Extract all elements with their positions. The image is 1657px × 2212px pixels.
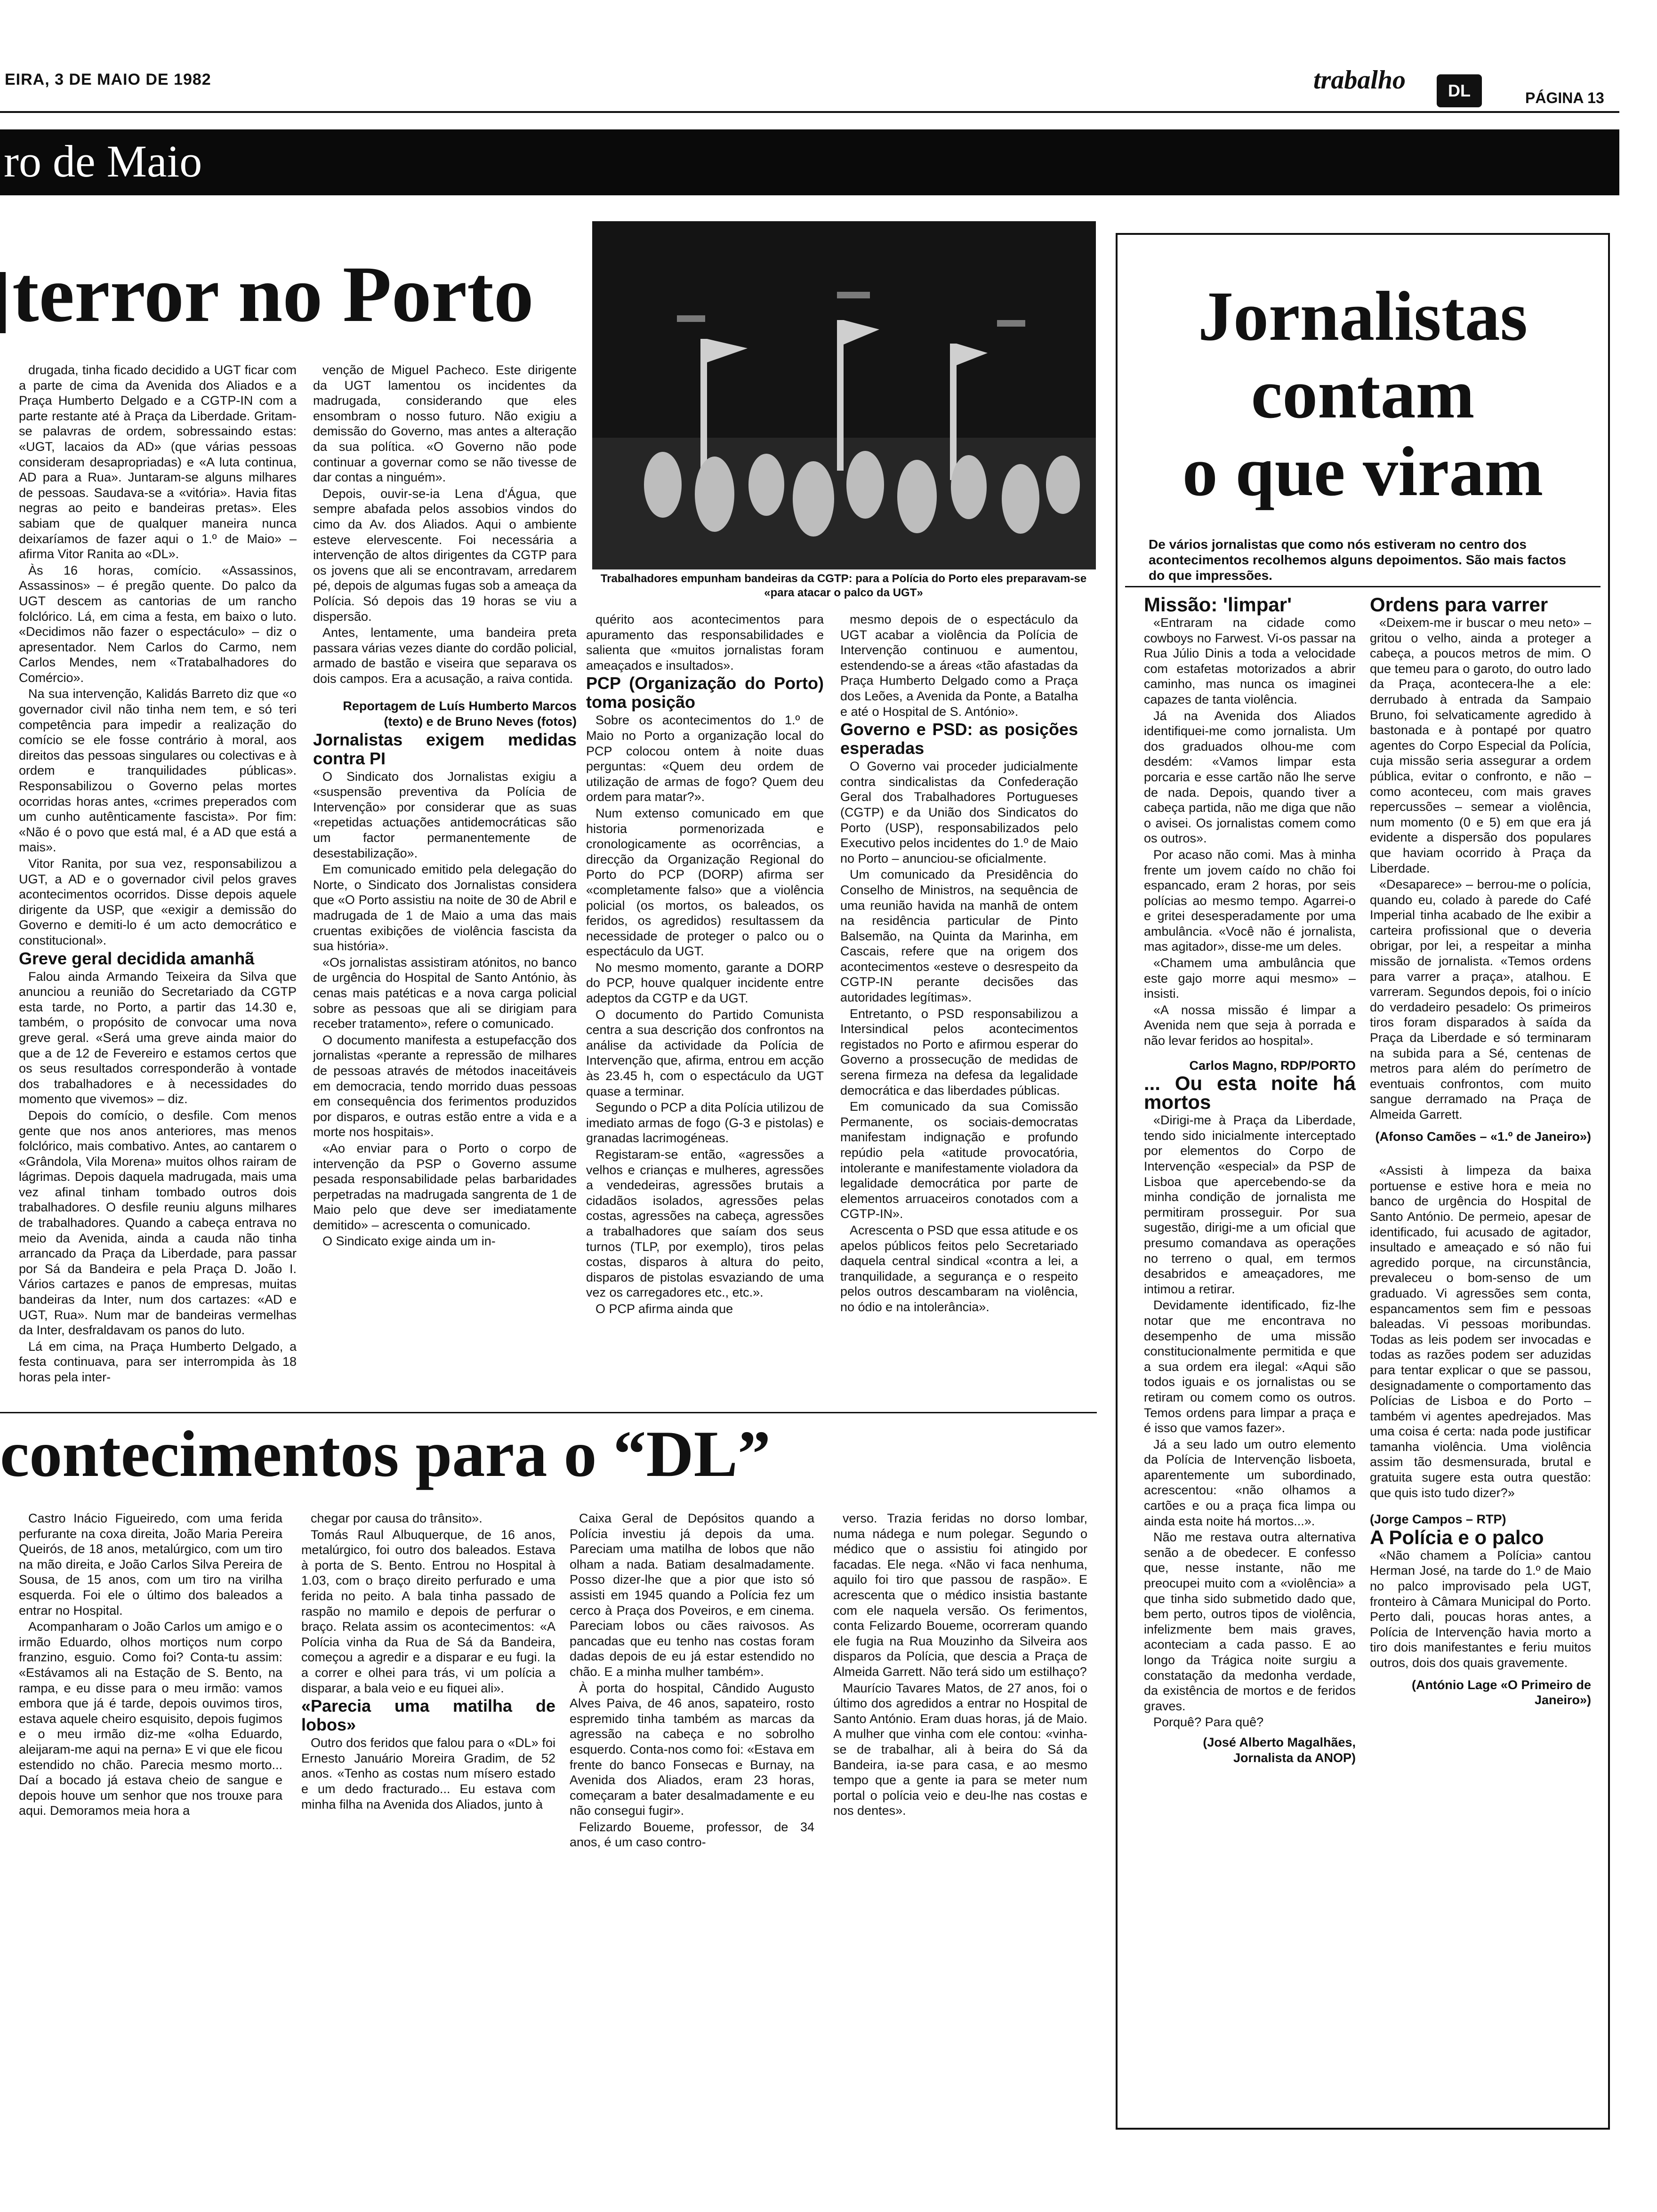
paragraph: O documento manifesta a estupefacção dos jornalistas «perante a repressão de milhares de pessoas através de métodos inaceitáveis em democracia, tendo morrido duas pessoas em consequência dos ferimentos produzidos por disparos, e outras estão entre a vida e a morte nos hospitais». xyxy=(313,1033,577,1139)
subheading: A Polícia e o palco xyxy=(1370,1526,1544,1548)
paragraph: Por acaso não comi. Mas à minha frente um jovem caído no chão foi espancado, eram 2 horas, por seis polícias ao mesmo tempo. Agarrei-o e gritei desesperadamente por uma ambulância. «Você não é jornalista, mas agitador», disse-me um deles. xyxy=(1144,847,1356,954)
paragraph: Às 16 horas, comício. «Assassinos, Assassinos» – é pregão quente. Do palco da UGT descem as cantorias de um rancho folclórico. Lá, em cima a festa, em baixo o luto. «Decidimos não fazer o espectáculo» – diz o apresentador. Nem Carlos do Carmo, nem Carlos Mendes, nem «Tratabalhadores do Comércio». xyxy=(19,563,297,685)
section-brand: trabalho xyxy=(1313,65,1406,95)
paragraph: Felizardo Boueme, professor, de 34 anos, é um caso contro- xyxy=(570,1819,814,1850)
byline: Reportagem de Luís Humberto Marcos (texto) e de Bruno Neves (fotos) xyxy=(343,699,577,729)
sidebar-divider xyxy=(1125,586,1601,587)
sidebar-column-left xyxy=(1144,591,1356,1766)
sidebar-column-right xyxy=(1370,591,1591,1709)
headline-text: terror no Porto xyxy=(12,250,534,338)
paragraph: O documento do Partido Comunista centra a sua descrição dos confrontos na análise da actividade da Polícia de Intervenção que, afirma, entrou em acção às 23.45 h, com o espectáculo da UGT quase a terminar. xyxy=(586,1007,824,1098)
bottom-column-3 xyxy=(570,1511,814,1851)
sidebar-title-line: o que viram xyxy=(1182,433,1544,511)
signature: (José Alberto Magalhães, Jornalista da ANOP) xyxy=(1203,1735,1356,1765)
paragraph: drugada, tinha ficado decidido a UGT ficar com a parte de cima da Avenida dos Aliados e a Praça Humberto Delgado e a CGTP-IN com a parte restante até à Praça da Liberdade. Gritam-se palavras de ordem, sobressaindo estas: «UGT, lacaios da AD» (que várias pessoas consideram desapropriadas) e «A luta continua, AD para a Rua». Juntaram-se alguns milhares de pessoas. Saudava-se a «vitória». Havia fitas negras ao peito e bandeiras pretas». Eles sabiam que de qualquer maneira nunca deixaríamos de fazer aqui o 1.º de Maio» – afirma Vitor Ranita ao «DL». xyxy=(19,363,297,561)
signature: Carlos Magno, RDP/PORTO xyxy=(1189,1058,1356,1073)
paragraph: Acompanharam o João Carlos um amigo e o irmão Eduardo, olhos mortiços num corpo franzino, esguio. Como foi? Conta-tu assim: «Estávamos ali na Estação de S. Bento, na rampa, e eu disse para o meu irmão: vamos embora que já é tarde, depois ouvimos tiros, estava aquele cheiro esquisito, depois fugimos e o meu irmão diz-me «olha Eduardo, aleijaram-me aqui na perna» E vi que ele ficou estendido no chão. Parecia mesmo morto... Daí a bocado já estava cheio de sangue e depois houve um senhor que nos trouxe para aqui. Demoramos meia hora a xyxy=(19,1619,282,1818)
article-column-2 xyxy=(313,362,577,1250)
crowd-photo-illustration xyxy=(592,221,1096,569)
paragraph: «Dirigi-me à Praça da Liberdade, tendo sido inicialmente interceptado por elementos do Corpo de Intervenção «especial» da PSP de Lisboa que apercebendo-se da minha condição de jornalista me permitiram prosseguir. Por sua sugestão, dirigi-me a um oficial que presumo comandava as operações no terreno o qual, em termos desabridos e ameaçadores, me intimou a retirar. xyxy=(1144,1113,1356,1296)
paragraph: Já a seu lado um outro elemento da Polícia de Intervenção lisboeta, aparentemente um subordinado, acrescentou: «não olhamos a cartões e ou a praça fica limpa ou ainda esta noite há mortos...». xyxy=(1144,1437,1356,1528)
subheading: ... Ou esta noite há mortos xyxy=(1144,1072,1356,1114)
paragraph: Porquê? Para quê? xyxy=(1153,1715,1264,1730)
news-photo xyxy=(592,221,1096,569)
banner-text: ro de Maio xyxy=(4,136,202,186)
signature: (Afonso Camões – «1.º de Janeiro») xyxy=(1375,1129,1591,1144)
bottom-column-1 xyxy=(19,1511,282,1819)
paragraph: Devidamente identificado, fiz-lhe notar que me encontrava no desempenho de uma missão constitucionalmente permitida e que a sua ordem era ilegal: «Aqui são todos iguais e os jornalistas ou se retiram ou comem como os outros. Temos ordens para limpar a praça e é isso que vamos fazer». xyxy=(1144,1298,1356,1435)
paragraph: Caixa Geral de Depósitos quando a Polícia investiu já depois da uma. Pareciam uma matilha de lobos que não olham a nada. Batiam desalmadamente. Posso dizer-lhe que a pior que isto só assisti em 1945 quando a Polícia fez um cerco à Praça dos Poveiros, e em cinema. Pareciam lobos ou cães raivosos. As pancadas que eu tenho nas costas foram dadas depois de eu já estar estendido no chão. E a minha mulher também». xyxy=(570,1511,814,1679)
subheading: Jornalistas exigem medidas contra PI xyxy=(313,729,577,768)
section-banner xyxy=(0,129,1619,195)
paragraph: Entretanto, o PSD responsabilizou a Intersindical pelos acontecimentos registados no Porto e afirmou esperar do Governo a prossecução de medidas de serena firmeza na defesa da legalidade democrática e das liberdades públicas. xyxy=(840,1006,1078,1098)
paragraph: O PCP afirma ainda que xyxy=(595,1301,733,1316)
paragraph: Antes, lentamente, uma bandeira preta passara várias vezes diante do cordão policial, armado de bastão e viseira que separava os dois campos. Era a acusação, a raiva contida. xyxy=(313,625,577,686)
second-headline: contecimentos para o “DL” xyxy=(0,1418,771,1491)
article-column-1 xyxy=(19,362,297,1386)
bottom-column-4 xyxy=(833,1511,1087,1819)
bottom-article-rule xyxy=(0,1412,1097,1413)
subheading: Governo e PSD: as posições esperadas xyxy=(840,720,1078,758)
paragraph: Na sua intervenção, Kalidás Barreto diz que «o governador civil não tinha nem tem, e só teri competência para impedir a realização do comício se ele fosse contrário à moral, aos direitos das pessoas singulares ou colectivas e à ordem e tranquilidades públicas». Responsabilizou o Governo pelas mortes ocorridas horas antes, «crimes preperados com um cunho autênticamente fascista». Por fim: «Não é o povo que está mal, é a AD que está a mais». xyxy=(19,687,297,855)
paragraph: chegar por causa do trânsito». xyxy=(311,1511,483,1525)
paragraph: «A nossa missão é limpar a Avenida nem que seja à porrada e não levar feridos ao hospital». xyxy=(1144,1002,1356,1048)
paragraph: mesmo depois de o espectáculo da UGT acabar a violência da Polícia de Intervenção continuou e aumentou, estendendo-se a áreas «tão afastadas da Praça Humberto Delgado como a Praça dos Leões, a Avenida da Ponte, a Batalha e até o Hospital de S. António». xyxy=(840,612,1078,719)
photo-caption: Trabalhadores empunham bandeiras da CGTP: para a Polícia do Porto eles preparavam-se «para atacar o palco da UGT» xyxy=(600,572,1087,599)
dl-logo-icon xyxy=(1437,74,1482,107)
article-column-3 xyxy=(586,612,824,1318)
headline-cut-mark xyxy=(0,272,6,333)
paragraph: Maurício Tavares Matos, de 27 anos, foi o último dos agredidos a entrar no Hospital de Santo António. Eram duas horas, já de Maio. A mulher que vinha com ele contou: «vinha-se de trabalhar, ali à beira do Sá da Bandeira, ia-se para casa, e ao mesmo tempo que a gente ia para se meter num portal o polícia veio e deu-lhe nas costas e nos dentes». xyxy=(833,1681,1087,1818)
subheading: PCP (Organização do Porto) toma posição xyxy=(586,673,824,712)
paragraph: Depois do comício, o desfile. Com menos gente que nos anos anteriores, mas menos folclórico, mais combativo. Antes, ao cantarem o «Grândola, Vila Morena» muitos olhos rairam de lágrimas. Depois daquela madrugada, mais uma vez afinal tinham tombado outros dois trabalhadores. O desfile reuniu alguns milhares de trabalhadores. Quando a cabeça entrava no meio da Avenida, ainda a cauda não tinha arrancado da Praça da Liberdade, para passar por Sá da Bandeira e pela Praça D. João I. Vários cartazes e panos de empresas, muitas bandeiras da Inter, num dos cartazes: «AD e UGT, Rua». Num mar de bandeiras vermelhas da Inter, desfraldavam os panos do luto. xyxy=(19,1108,297,1338)
paragraph: Não me restava outra alternativa senão a de obedecer. E confesso que, nesse instante, não me preocupei muito com a «violência» a que tinha sido submetido dado que, bem perto, outros tipos de violência, infelizmente bem mais graves, aconteciam a cada passo. E ao longo da Trágica noite surgiu a constatação da medonha verdade, da existência de mortos e de feridos graves. xyxy=(1144,1530,1356,1713)
paragraph: Sobre os acontecimentos do 1.º de Maio no Porto a organização local do PCP colocou ontem à noite duas perguntas: «Quem deu ordem de utilização de armas de fogo? Quem deu ordem para matar?». xyxy=(586,713,824,804)
main-headline xyxy=(0,250,534,338)
paragraph: Em comunicado da sua Comissão Permanente, os sociais-democratas manifestam indignação e profundo repúdio pela «atitude provocatória, intolerante e manifestamente violadora da legalidade democrática por parte de elementos arruaceiros conotados com a CGTP-IN». xyxy=(840,1099,1078,1221)
paragraph: «Entraram na cidade como cowboys no Farwest. Vi-os passar na Rua Júlio Dinis a toda a velocidade com estafetas motorizados a abrir caminho, mas nunca os imaginei capazes de tanta violência. xyxy=(1144,616,1356,706)
paragraph: «Não chamem a Polícia» cantou Herman José, na tarde do 1.º de Maio no palco improvisado pela UGT, fronteiro à Câmara Municipal do Porto. Perto dali, poucas horas antes, a Polícia de Intervenção havia morto a tiro dois manifestantes e feriu muitos outros, dois dos quais gravemente. xyxy=(1370,1548,1591,1670)
paragraph: «Assisti à limpeza da baixa portuense e estive hora e meia no banco de urgência do Hospital de Santo António. De permeio, apesar de identificado, fui acusado de agitador, insultado e ameaçado e só não fui agredido porque, na circunstância, prevaleceu o bom-senso de um graduado. Vi agressões sem conta, espancamentos sem fim e pessoas baleadas. Vi pessoas moribundas. Todas as leis podem ser invocadas e todas as razões podem ser aduzidas para tentar explicar o que se passou, designadamente o comportamento das Polícias de Lisboa e do Porto – também vi agentes apedrejados. Mas uma coisa é certa: nada pode justificar tamanha violência. Uma violência assim tão desmensurada, brutal e gratuita sugere esta outra questão: que quis isto tudo dizer?» xyxy=(1370,1163,1591,1500)
paragraph: Tomás Raul Albuquerque, de 16 anos, metalúrgico, foi outro dos baleados. Estava à porta de S. Bento. Entrou no Hospital à 1.03, com o braço direito perfurado e uma ferida no peito. A bala tinha passado de raspão no mamilo e depois de perfurar o braço. Relata assim os acontecimentos: «A Polícia vinha da Rua de Sá da Bandeira, começou a agredir e a disparar e eu fugi. Ia a correr e olhei para trás, vi um polícia a disparar, a bala veio e eu fiquei ali». xyxy=(301,1527,555,1695)
signature: (António Lage «O Primeiro de Janeiro») xyxy=(1411,1677,1591,1707)
masthead-rule xyxy=(0,111,1619,113)
paragraph: Castro Inácio Figueiredo, com uma ferida perfurante na coxa direita, João Maria Pereira Queirós, de 18 anos, metalúrgico, com um tiro na mão direita, e João Carlos Silva Pereira de Sousa, de 15 anos, com um tiro na virilha esquerda. Foi ele o último dos baleados a entrar no Hospital. xyxy=(19,1511,282,1618)
sidebar-title-line: contam xyxy=(1251,355,1475,433)
article-column-4 xyxy=(840,612,1078,1316)
paragraph: O Sindicato dos Jornalistas exigiu a «suspensão preventiva da Polícia de Intervenção» por considerar que as suas «repetidas actuações antidemocráticas são um factor permanentemente de desestabilização». xyxy=(313,769,577,860)
page-number: PÁGINA 13 xyxy=(1525,89,1604,106)
paragraph: Outro dos feridos que falou para o «DL» foi Ernesto Januário Moreira Gradim, de 52 anos. «Tenho as costas num mísero estado e um dedo fracturado... Eu estava com minha filha na Avenida dos Aliados, junto à xyxy=(301,1736,555,1811)
paragraph: «Chamem uma ambulância que este gajo morre aqui mesmo» – insisti. xyxy=(1144,956,1356,1001)
subheading: Greve geral decidida amanhã xyxy=(19,948,255,968)
paragraph: «Deixem-me ir buscar o meu neto» – gritou o velho, ainda a proteger a cabeça, a poucos metros de mim. O que temeu para o garoto, do outro lado da Praça, acontecera-lhe a ele: derrubado à entrada da Sampaio Bruno, foi selvaticamente agredido à bastonada e à pontapé por quatro agentes do Corpo Especial da Polícia, cuja missão seria assegurar a ordem pública, evitar o confronto, e não – como aconteceu, com mais graves repercussões – semear a violência, num momento (0 e 5) em que era já evidente a dispersão dos populares que haviam ocorrido à Praça da Liberdade. xyxy=(1370,616,1591,875)
paragraph: Em comunicado emitido pela delegação do Norte, o Sindicato dos Jornalistas considera que «O Porto assistiu na noite de 30 de Abril e madrugada de 1 de Maio a uma das mais cruentas exibições de violência fascista da sua história». xyxy=(313,862,577,954)
paragraph: Um comunicado da Presidência do Conselho de Ministros, na sequência de uma reunião havida na manhã de ontem na residência particular de Pinto Balsemão, na Quinta da Marinha, em Cascais, refere que na origem dos acontecimentos «esteve o desrespeito da CGTP-IN perante decisões das autoridades legítimas». xyxy=(840,867,1078,1005)
sidebar-intro: De vários jornalistas que como nós estiveram no centro dos acontecimentos recolhemos alguns depoimentos. São mais factos do que impressões. xyxy=(1149,537,1566,583)
paragraph: O Sindicato exige ainda um in- xyxy=(322,1234,496,1249)
subheading: Missão: 'limpar' xyxy=(1144,593,1292,616)
dl-logo-text: DL xyxy=(1448,81,1471,100)
paragraph: «Ao enviar para o Porto o corpo de intervenção da PSP o Governo assume pesada responsabilidade pelas barbaridades perpetradas na madrugada sangrenta de 1 de Maio pelo que deve ser imediatamente demitido» – acrescenta o comunicado. xyxy=(313,1141,577,1232)
paragraph: Depois, ouvir-se-ia Lena d'Água, que sempre abafada pelos assobios vindos do cimo da Av. dos Aliados. Aqui o ambiente esteve elervescente. Foi necessária a intervenção de altos dirigentes da CGTP para os jovens que ali se encontravam, arredarem pé, depois de algumas fugas sob a ameaça da Polícia. Só depois das 19 horas se viu a dispersão. xyxy=(313,486,577,624)
paragraph: «Desaparece» – berrou-me o polícia, quando eu, colado à parede do Café Imperial tinha acabado de lhe exibir a carteira profissional que o deveria obrigar, por lei, a respeitar a minha missão de jornalista. «Temos ordens para varrer a praça», atalhou. E varreram. Segundos depois, foi o início do verdadeiro pesadelo: Os primeiros tiros foram disparados à saída da Praça da Liberdade e só terminaram na subida para a Sé, centenas de metros para além do perímetro de eventuais confrontos, com muito sangue derramado na Praça de Almeida Garrett. xyxy=(1370,877,1591,1122)
paragraph: Segundo o PCP a dita Polícia utilizou de imediato armas de fogo (G-3 e pistolas) e granadas lacrimogéneas. xyxy=(586,1100,824,1146)
paragraph: «Os jornalistas assistiram atónitos, no banco de urgência do Hospital de Santo António, às cenas mais patéticas e a nova carga policial sobre as pessoas que ali se dirigiam para receber tratamento», refere o comunicado. xyxy=(313,955,577,1031)
subheading: «Parecia uma matilha de lobos» xyxy=(301,1696,555,1735)
paragraph: Lá em cima, na Praça Humberto Delgado, a festa continuava, para ser interrompida às 18 horas pela inter- xyxy=(19,1339,297,1384)
paragraph: quérito aos acontecimentos para apuramento das responsabilidades e salienta que «muitos jornalistas foram ameaçados e insultados». xyxy=(586,612,824,673)
paragraph: Vitor Ranita, por sua vez, responsabilizou a UGT, a AD e o governador civil pelos graves acontecimentos ocorridos. Disse depois aquele dirigente da USP, que «exigir a demissão do Governo e demiti-lo é um acto democrático e constitucional». xyxy=(19,857,297,947)
paragraph: O Governo vai proceder judicialmente contra sindicalistas da Confederação Geral dos Trabalhadores Portugueses (CGTP) e da União dos Sindicatos do Porto (USP), responsabilizados pelo Executivo pelos incidentes do 1.º de Maio no Porto – anunciou-se oficialmente. xyxy=(840,759,1078,866)
paragraph: Num extenso comunicado em que historia pormenorizada e cronologicamente as ocorrências, a direcção da Organização Regional do Porto do PCP (DORP) afirma ser «completamente falso» que a violência policial (os mortos, os baleados, os feridos, os agredidos) resultassem da necessidade de proteger o palco ou o espectáculo da UGT. xyxy=(586,806,824,959)
paragraph: verso. Trazia feridas no dorso lombar, numa nádega e num polegar. Segundo o médico que o assistiu foi atingido por facadas. Ele nega. «Não vi faca nenhuma, aquilo foi tiro que passou de raspão». E acrescenta que o médico insistia bastante com ele naquela versão. Os ferimentos, conta Felizardo Boueme, ocorreram quando ele fugia na Rua Mouzinho da Silveira aos disparos da Polícia, que descia a Praça de Almeida Garrett. Não terá sido um estilhaço? xyxy=(833,1511,1087,1679)
paragraph: No mesmo momento, garante a DORP do PCP, houve qualquer incidente entre adeptos da CGTP e da UGT. xyxy=(586,960,824,1006)
paragraph: Já na Avenida dos Aliados identifiquei-me como jornalista. Um dos graduados olhou-me com desdém: «Vamos limpar esta porcaria e esse cartão não lhe serve de nada. Depois, quando tiver a cabeça partida, não me diga que não o avisei. Os jornalistas comem como os outros». xyxy=(1144,708,1356,846)
bottom-column-2 xyxy=(301,1511,555,1813)
paragraph: Acrescenta o PSD que essa atitude e os apelos públicos feitos pelo Secretariado daquela central sindical «contra a lei, a tranquilidade, a segurança e o respeito pelos outros descambaram na violência, no ódio e na intolerância». xyxy=(840,1223,1078,1314)
paragraph: venção de Miguel Pacheco. Este dirigente da UGT lamentou os incidentes da madrugada, considerando que eles ensombram o nosso futuro. Não exigiu a demissão do Governo, mas antes a alteração da sua política. «O Governo não pode continuar a governar como se não tivesse de dar contas a ninguém». xyxy=(313,363,577,485)
paragraph: Falou ainda Armando Teixeira da Silva que anunciou a reunião do Secretariado da CGTP esta tarde, no Porto, a partir das 14.30 e, também, o propósito de convocar uma nova greve geral. «Será uma greve ainda maior do que a de 12 de Fevereiro e estamos certos que os seus resultados corresponderão à vontade dos trabalhadores e à necessidades do momento que vivemos» – diz. xyxy=(19,969,297,1106)
signature: (Jorge Campos – RTP) xyxy=(1370,1512,1506,1527)
paragraph: À porta do hospital, Cândido Augusto Alves Paiva, de 46 anos, sapateiro, rosto espremido tinha também as marcas da agressão na cabeça e no sobrolho esquerdo. Conta-nos como foi: «Estava em frente do banco Fonsecas e Burnay, na Avenida dos Aliados, eram 23 horas, começaram a bater desalmadamente e eu não consegui fugir». xyxy=(570,1681,814,1818)
sidebar-title-line: Jornalistas xyxy=(1198,277,1528,355)
masthead xyxy=(0,0,1657,118)
date-line: EIRA, 3 DE MAIO DE 1982 xyxy=(5,71,211,88)
sidebar-title xyxy=(1120,278,1605,511)
subheading: Ordens para varrer xyxy=(1370,593,1548,616)
paragraph: Registaram-se então, «agressões a velhos e crianças e mulheres, agressões a vendedeiras, agressões brutais a cidadãos isolados, agressões pelas costas, agressões na cabeça, agressões a trabalhadores que saíam dos seus turnos (TLP, por exemplo), tiros pelas costas, disparos à altura do peito, disparos de pistolas esvaziando de uma vez os carregadores etc., etc.». xyxy=(586,1147,824,1300)
